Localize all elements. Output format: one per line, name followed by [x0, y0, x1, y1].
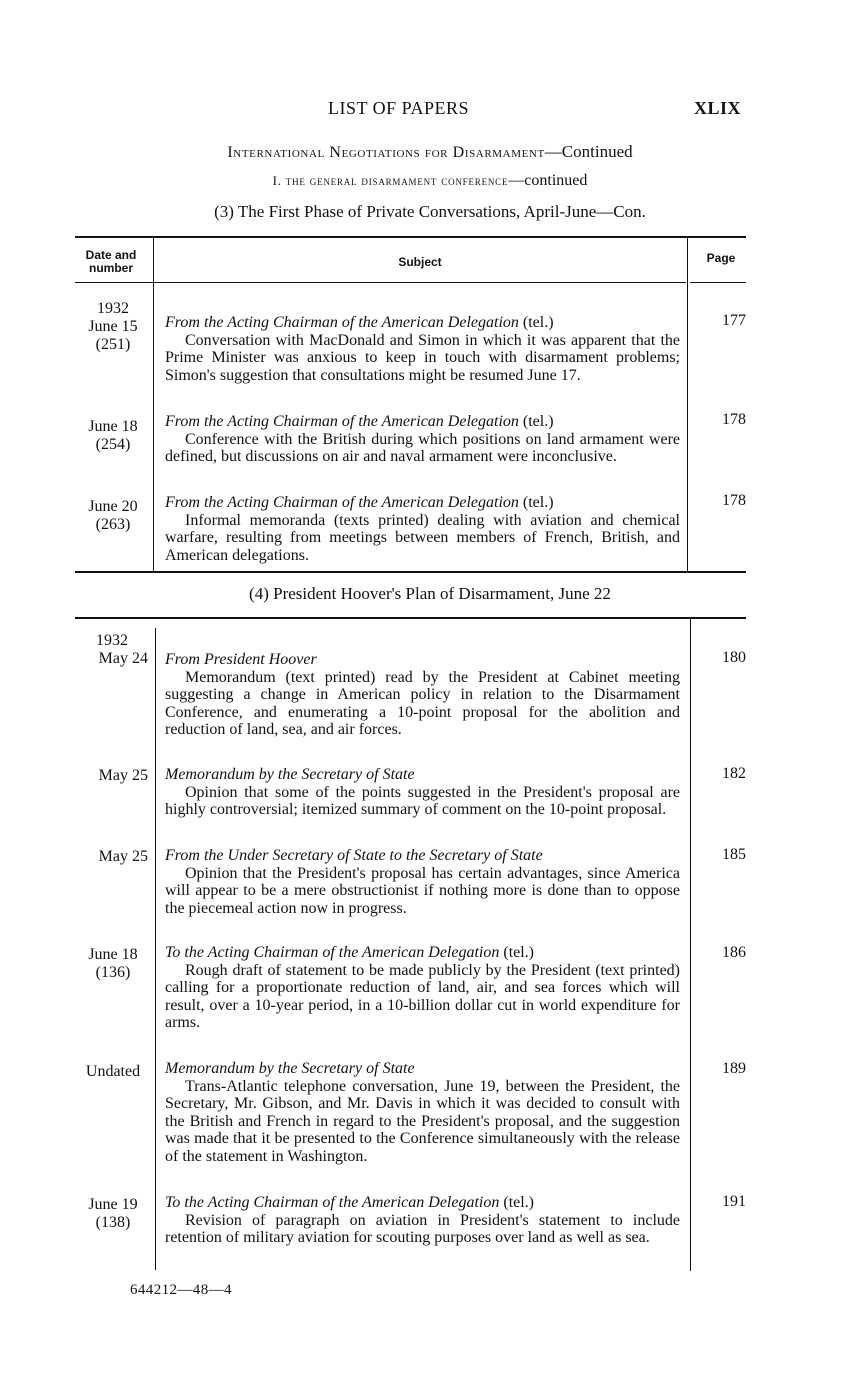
entry-subject — [165, 413, 680, 466]
entry-date-cell — [72, 498, 154, 534]
entry-title — [165, 1194, 680, 1212]
entry-page-number: 191 — [722, 1193, 746, 1210]
table2-divider-right — [690, 619, 691, 1271]
entry-page-number: 177 — [722, 312, 746, 329]
entry-date: June 15 — [88, 318, 138, 335]
heading-main-rest: —Continued — [544, 142, 633, 161]
entry-date: Undated — [85, 1063, 141, 1080]
entry-date: May 25 — [98, 767, 148, 784]
entry-tel-marker: (tel.) — [522, 494, 554, 511]
table2-divider-left — [155, 628, 156, 1270]
entry-date: June 20 — [88, 498, 138, 515]
entry-date: June 18 — [88, 946, 138, 963]
entry-description: Opinion that some of the points suggested in the President's proposal are highly controversial; itemized summary of comment on the 10-point proposal. — [165, 783, 680, 818]
entry-title-text: From the Acting Chairman of the American Delegation — [165, 314, 519, 331]
column-header-date: Date and number — [85, 248, 137, 275]
entry-date: June 18 — [88, 418, 138, 435]
entry-date: June 19 — [88, 1196, 138, 1213]
entry-title-text: From the Acting Chairman of the American Delegation — [165, 413, 519, 430]
entry-page-number: 178 — [722, 492, 746, 509]
footer-printer-code: 644212—48—4 — [130, 1282, 232, 1298]
entry-date-cell — [72, 300, 154, 354]
entry-title — [165, 413, 680, 431]
entry-tel-marker: (tel.) — [503, 1194, 535, 1211]
entry-description: Trans-Atlantic telephone conversation, June 19, between the President, the Secretary, Mr. Gibson, and Mr. Davis in which it was decided to consult with the British and French in regard to the President's proposal, and the suggestion was made that it be presented to the Conference simultaneously with the release of the statement in Washington. — [165, 1077, 680, 1165]
section-3-title: (3) The First Phase of Private Conversations, April-June—Con. — [214, 202, 646, 221]
table1-header-rule-left — [75, 282, 153, 283]
heading-sub-rest: —continued — [508, 172, 588, 189]
table1-top-rule — [75, 236, 746, 238]
entry-date-cell — [72, 1196, 154, 1232]
entry-subject — [165, 651, 680, 739]
heading-main — [0, 142, 860, 162]
entry-subject — [165, 847, 680, 917]
running-head-page-number: XLIX — [694, 98, 742, 118]
entry-date-cell — [72, 848, 148, 866]
entry-title: Memorandum by the Secretary of State — [165, 1060, 415, 1077]
entry-date-cell — [72, 1063, 154, 1081]
entry-number: (254) — [95, 436, 131, 453]
entry-date: May 24 — [98, 650, 148, 667]
entry-subject — [165, 944, 680, 1032]
entry-number: (263) — [95, 516, 131, 533]
column-header-subject: Subject — [398, 255, 442, 269]
entry-title — [165, 494, 680, 512]
entry-subject — [165, 1194, 680, 1247]
section-4-title: (4) President Hoover's Plan of Disarmament, June 22 — [249, 584, 611, 603]
entry-description: Informal memoranda (texts printed) dealing with aviation and chemical warfare, resulting from meetings between members of French, British, and American delegations. — [165, 511, 680, 564]
entry-tel-marker: (tel.) — [522, 314, 554, 331]
entry-subject — [165, 766, 680, 819]
entry-number: (136) — [95, 964, 131, 981]
entry-page-number: 189 — [722, 1060, 746, 1077]
running-head — [0, 98, 860, 122]
entry-tel-marker: (tel.) — [503, 944, 535, 961]
entry-page-number: 185 — [722, 846, 746, 863]
column-header-page: Page — [706, 251, 736, 265]
entry-description: Rough draft of statement to be made publicly by the President (text printed) calling for a proportionate reduction of land, air, and sea forces which will result, over a 10-year period, in a 10-billion dollar cut in world expenditure for arms. — [165, 961, 680, 1031]
entry-number: (138) — [95, 1214, 131, 1231]
table2-top-rule — [75, 617, 746, 619]
entry-title: From President Hoover — [165, 651, 317, 668]
entry-subject — [165, 1060, 680, 1165]
entry-year: 1932 — [96, 632, 128, 649]
entry-date-cell — [72, 946, 154, 982]
entry-title — [165, 314, 680, 332]
running-head-title: LIST OF PAPERS — [328, 98, 470, 118]
heading-sub — [0, 172, 860, 190]
entry-title-text: To the Acting Chairman of the American Delegation — [165, 944, 500, 961]
entry-description: Revision of paragraph on aviation in President's statement to include retention of military aviation for scouting purposes over land as well as sea. — [165, 1211, 680, 1246]
entry-title-text: To the Acting Chairman of the American Delegation — [165, 1194, 500, 1211]
entry-title: From the Under Secretary of State to the Secretary of State — [165, 847, 543, 864]
heading-sub-caps: I. the general disarmament conference — [272, 173, 509, 188]
entry-description: Opinion that the President's proposal has certain advantages, since America will appear to be a mere obstructionist if nothing more is done than to oppose the piecemeal action now in progress. — [165, 864, 680, 917]
entry-title: Memorandum by the Secretary of State — [165, 766, 415, 783]
entry-date-cell — [72, 767, 148, 785]
entry-year: 1932 — [97, 300, 129, 317]
entry-page-number: 180 — [722, 649, 746, 666]
entry-subject — [165, 314, 680, 384]
table1-header-rule-page — [690, 282, 746, 283]
entry-description: Conversation with MacDonald and Simon in which it was apparent that the Prime Minister was anxious to keep in touch with disarmament problems; Simon's suggestion that consultations might be resumed June 17. — [165, 331, 680, 384]
entry-number: (251) — [95, 336, 131, 353]
entry-title-text: From the Acting Chairman of the American Delegation — [165, 494, 519, 511]
entry-description: Memorandum (text printed) read by the President at Cabinet meeting suggesting a change in American policy in relation to the Disarmament Conference, and enumerating a 10-point proposal for the abolition and reduction of land, sea, and air forces. — [165, 668, 680, 738]
table1-header-rule-subject — [154, 282, 686, 283]
entry-title — [165, 944, 680, 962]
entry-tel-marker: (tel.) — [522, 413, 554, 430]
entry-date-cell — [72, 418, 154, 454]
table1-bottom-rule — [75, 571, 746, 573]
entry-date-cell — [72, 632, 148, 668]
entry-page-number: 186 — [722, 944, 746, 961]
table1-divider-right — [687, 238, 688, 572]
entry-description: Conference with the British during which positions on land armament were defined, but discussions on air and naval armament were inconclusive. — [165, 430, 680, 465]
entry-page-number: 178 — [722, 411, 746, 428]
heading-main-caps: International Negotiations for Disarmament — [227, 144, 545, 161]
entry-page-number: 182 — [722, 765, 746, 782]
entry-date: May 25 — [98, 848, 148, 865]
entry-subject — [165, 494, 680, 564]
